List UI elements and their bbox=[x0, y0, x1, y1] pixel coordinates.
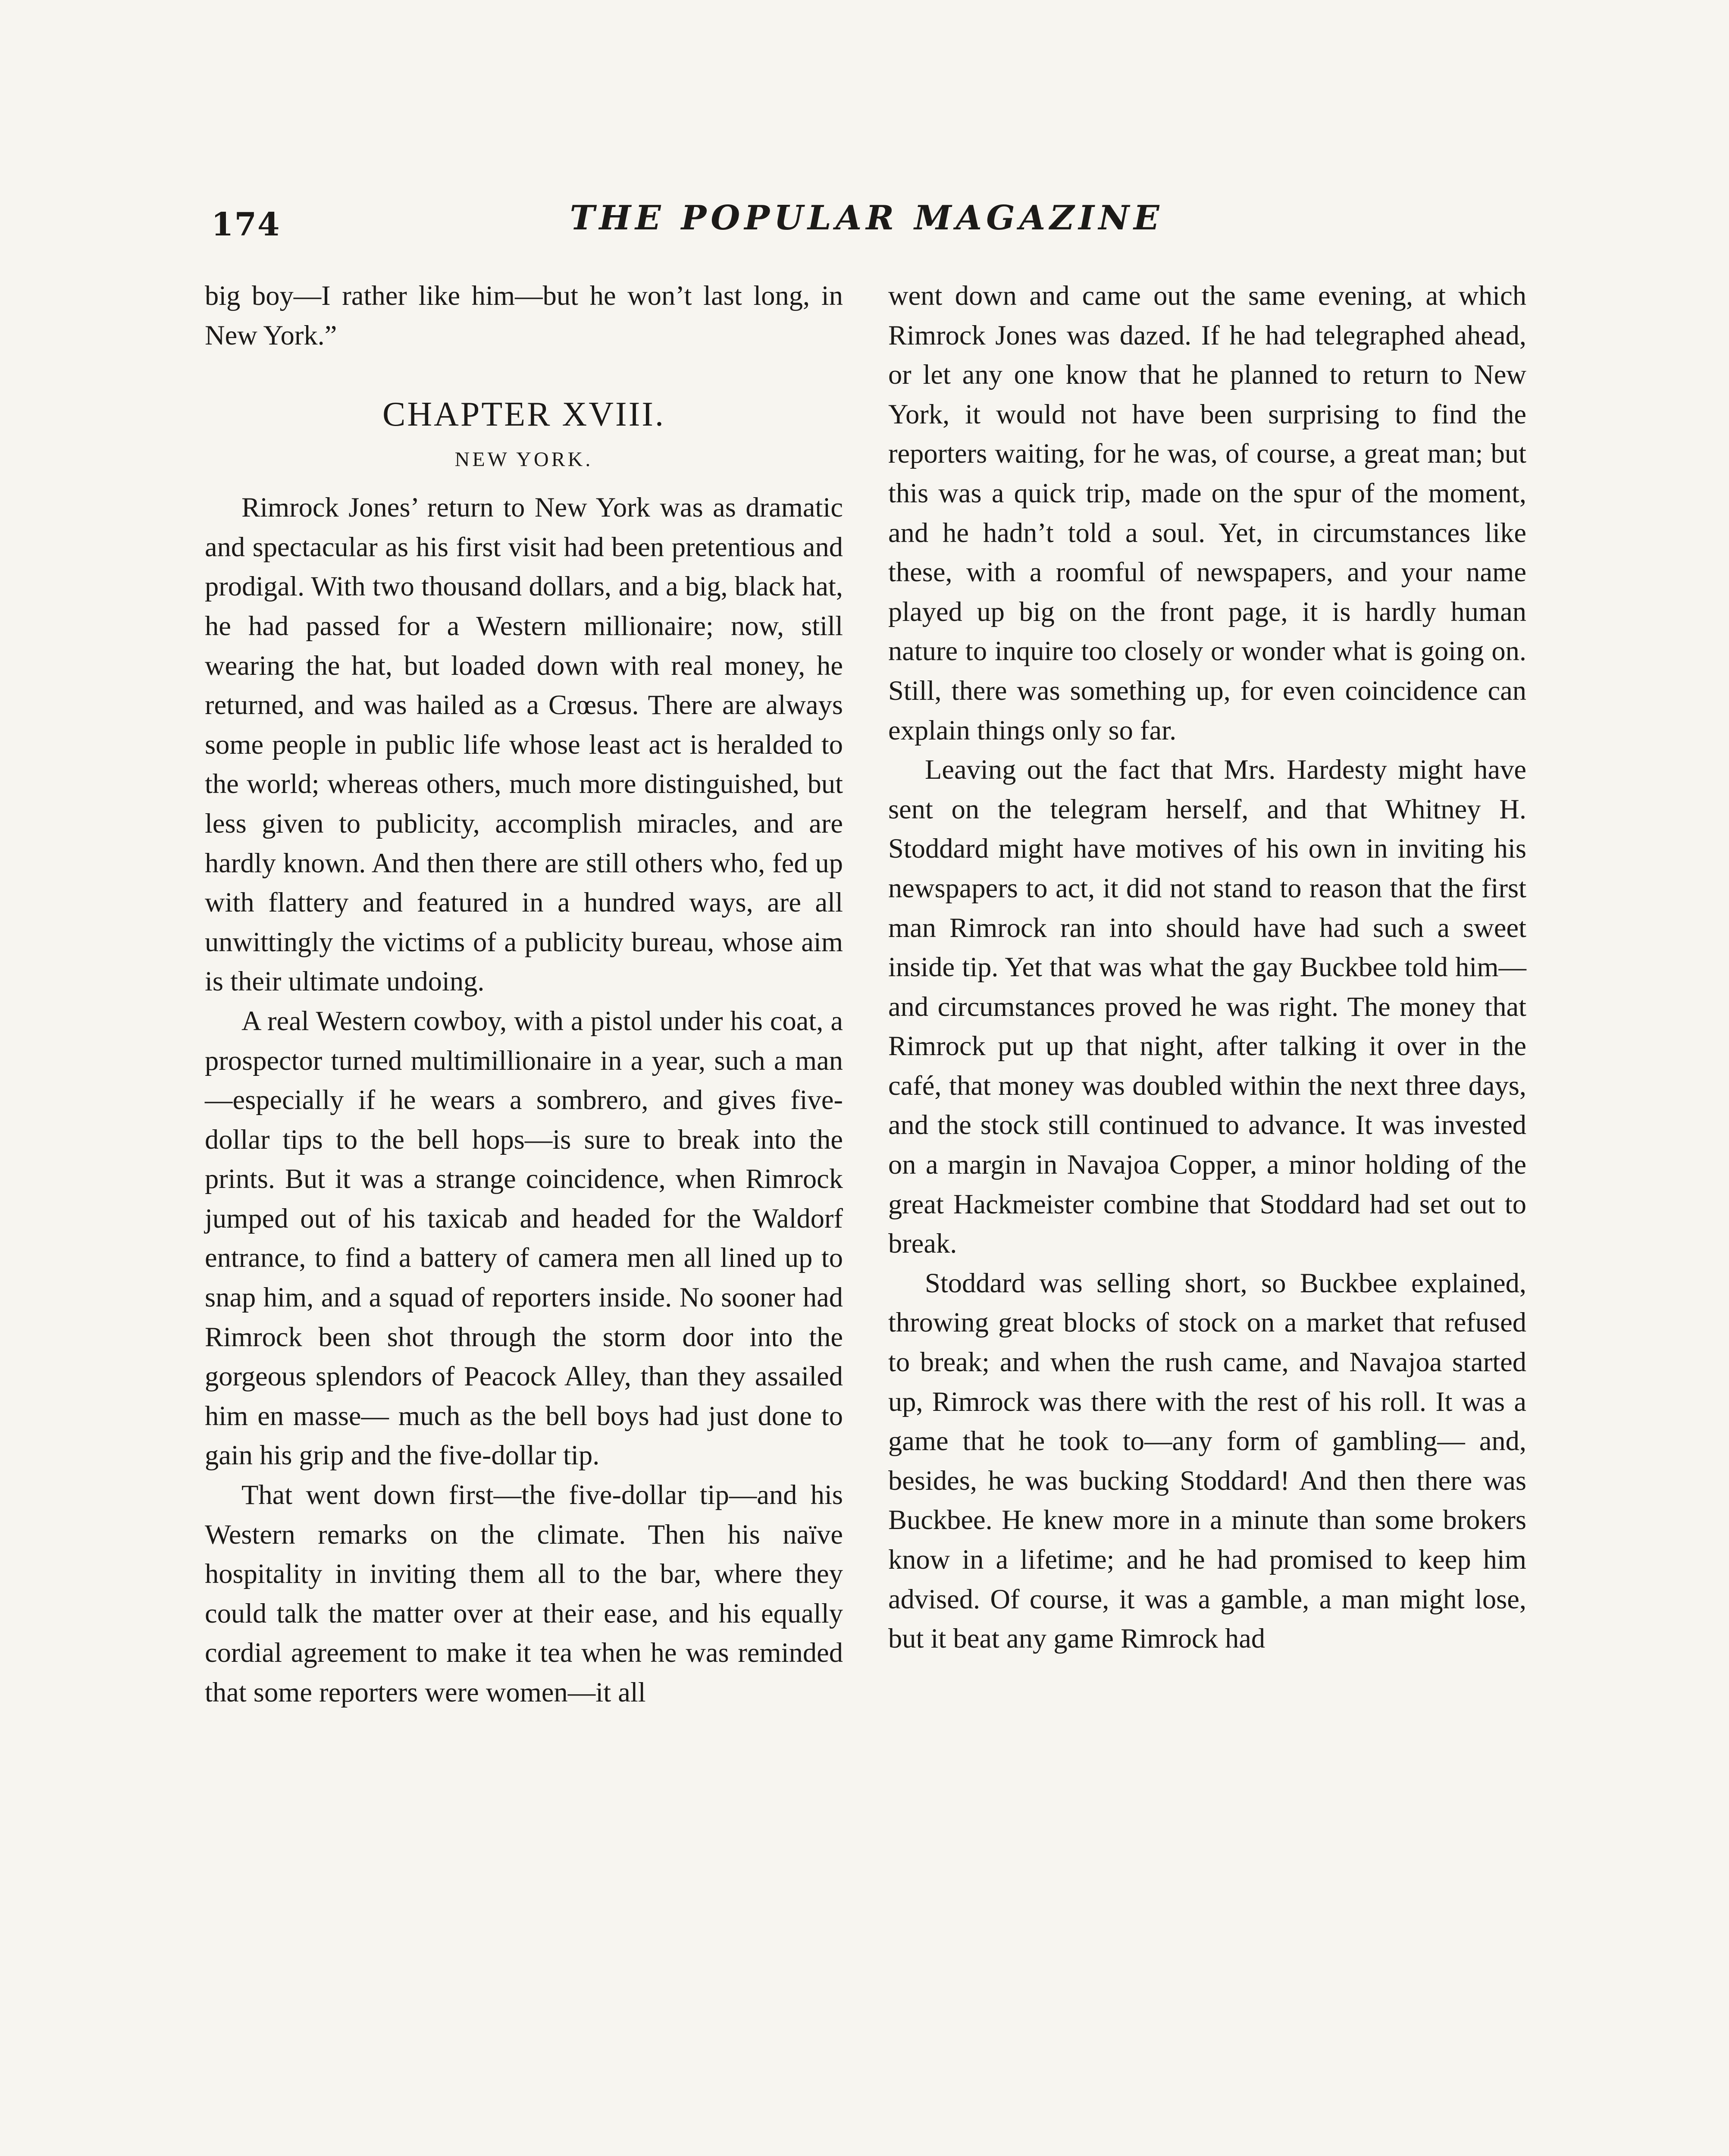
chapter-subtitle: NEW YORK. bbox=[454, 448, 593, 471]
paragraph: went down and came out the same evening, at which Rimrock Jones was dazed. If he had telegraphed ahead, or let any one know that he planned to return to New York, it would not have been surprising to find the reporters waiting, for he was, of course, a great man; but this was a quick trip, made on the spur of the moment, and he hadn’t told a soul. Yet, in circumstances like these, with a roomful of newspapers, and your name played up big on the front page, it is hardly human nature to inquire too closely or wonder what is going on. Still, there was something up, for even coincidence can explain things only so far. bbox=[888, 280, 1526, 746]
page-number: 174 bbox=[211, 206, 281, 243]
paragraph: Leaving out the fact that Mrs. Hardesty might have sent on the telegram herself, and that Whitney H. Stoddard might have motives of his own in inviting his newspapers to act, it did not stand to reason that the first man Rimrock ran into should have had such a sweet inside tip. Yet that was what the gay Buckbee told him—and circumstances proved he was right. The money that Rimrock put up that night, after talking it over in the café, that money was doubled within the next three days, and the stock still continued to advance. It was invested on a margin in Navajoa Copper, a minor holding of the great Hackmeister combine that Stoddard had set out to break. bbox=[888, 754, 1526, 1259]
magazine-title: THE POPULAR MAGAZINE bbox=[570, 198, 1164, 238]
paragraph: big boy—I rather like him—but he won’t last long, in New York.” bbox=[205, 280, 843, 351]
chapter-heading bbox=[205, 393, 843, 479]
page-header bbox=[211, 198, 1522, 250]
paragraph: Rimrock Jones’ return to New York was as dramatic and spectacular as his first visit had been pretentious and prodigal. With two thousand dollars, and a big, black hat, he had passed for a Western millionaire; now, still wearing the hat, but loaded down with real money, he returned, and was hailed as a Crœsus. There are always some people in public life whose least act is heralded to the world; whereas others, much more distinguished, but less given to publicity, accomplish miracles, and are hardly known. And then there are still others who, fed up with flattery and featured in a hundred ways, are all unwittingly the victims of a publicity bureau, whose aim is their ultimate undoing. bbox=[205, 492, 843, 997]
chapter-title: CHAPTER XVIII. bbox=[382, 395, 665, 434]
paragraph: A real Western cowboy, with a pistol under his coat, a prospector turned multimillionaire in a year, such a man —especially if he wears a sombrero, and gives five-dollar tips to the bell hops—is sure to break into the prints. But it was a strange coincidence, when Rimrock jumped out of his taxicab and headed for the Waldorf entrance, to find a battery of camera men all lined up to snap him, and a squad of reporters inside. No sooner had Rimrock been shot through the storm door into the gorgeous splendors of Peacock Alley, than they assailed him en masse— much as the bell boys had just done to gain his grip and the five-dollar tip. bbox=[205, 1005, 843, 1471]
paragraph: That went down first—the five-dollar tip—and his Western remarks on the climate. Then his naïve hospitality in inviting them all to the bar, where they could talk the matter over at their ease, and his equally cordial agreement to make it tea when he was reminded that some reporters were women—it all bbox=[205, 1479, 843, 1708]
right-column bbox=[888, 276, 1526, 1658]
paragraph: Stoddard was selling short, so Buckbee explained, throwing great blocks of stock on a market that refused to break; and when the rush came, and Navajoa started up, Rimrock was there with the rest of his roll. It was a game that he took to—any form of gambling— and, besides, he was bucking Stoddard! And then there was Buckbee. He knew more in a minute than some brokers know in a lifetime; and he had promised to keep him advised. Of course, it was a gamble, a man might lose, but it beat any game Rimrock had bbox=[888, 1267, 1526, 1654]
left-column bbox=[205, 276, 843, 1712]
